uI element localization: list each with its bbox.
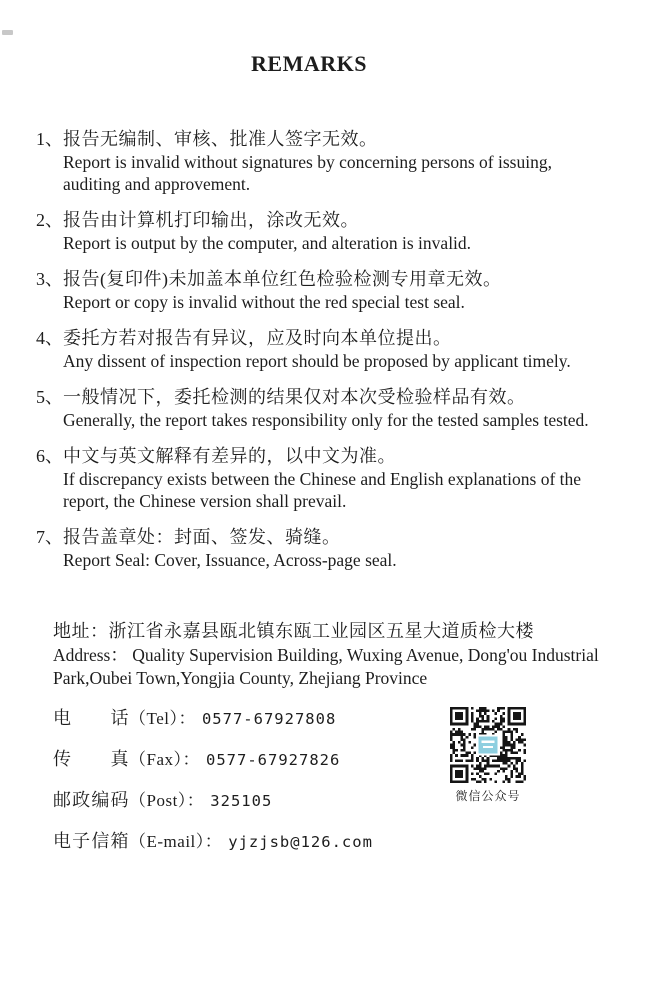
remark-text-en-line: auditing and approvement. bbox=[63, 174, 251, 194]
contact-label-cn: 传真 bbox=[53, 749, 129, 769]
remark-text-zh: 中文与英文解释有差异的，以中文为准。 bbox=[63, 446, 396, 466]
address-line-zh: 地址：浙江省永嘉县瓯北镇东瓯工业园区五星大道质检大楼 bbox=[53, 621, 534, 641]
contact-row-tel bbox=[53, 706, 630, 731]
remark-text-zh: 报告由计算机打印输出，涂改无效。 bbox=[63, 210, 359, 230]
address-line-en: Address： Quality Supervision Building, Wuxing Avenue, Dong'ou Industrial bbox=[53, 645, 599, 665]
remark-item bbox=[36, 326, 630, 372]
remark-text-en-line: Generally, the report takes responsibility only for the tested samples tested. bbox=[63, 410, 589, 430]
remark-item bbox=[36, 525, 630, 571]
remark-text-zh: 报告无编制、审核、批准人签字无效。 bbox=[63, 129, 378, 149]
contact-row-fax bbox=[53, 747, 630, 772]
address-line-en: Park,Oubei Town,Yongjia County, Zhejiang Province bbox=[53, 668, 428, 688]
wechat-qr-icon bbox=[450, 707, 526, 783]
remark-text-en-line: report, the Chinese version shall prevail. bbox=[63, 491, 347, 511]
remark-item bbox=[36, 267, 630, 313]
contact-label-latin: （Fax）： bbox=[129, 750, 200, 769]
remark-text-zh: 委托方若对报告有异议，应及时向本单位提出。 bbox=[63, 328, 452, 348]
contact-label-cn: 邮政编码 bbox=[53, 790, 129, 810]
contact-label-latin: （E-mail）： bbox=[129, 832, 223, 851]
remark-number: 5、 bbox=[36, 387, 63, 407]
remark-text-en-line: Report is output by the computer, and alteration is invalid. bbox=[63, 233, 472, 253]
contact-label-latin: （Tel）： bbox=[129, 709, 196, 728]
remark-item bbox=[36, 208, 630, 254]
remark-number: 1、 bbox=[36, 129, 63, 149]
remark-text-zh: 报告(复印件)未加盖本单位红色检验检测专用章无效。 bbox=[63, 269, 502, 289]
contact-value-post: 325105 bbox=[210, 792, 273, 810]
remark-text-zh: 一般情况下，委托检测的结果仅对本次受检验样品有效。 bbox=[63, 387, 526, 407]
contact-value-fax: 0577-67927826 bbox=[206, 751, 341, 769]
address-block bbox=[53, 619, 630, 690]
remark-text-en-line: Report is invalid without signatures by concerning persons of issuing, bbox=[63, 152, 552, 172]
remark-number: 4、 bbox=[36, 328, 63, 348]
contact-list bbox=[53, 706, 630, 854]
contact-value-email: yjzjsb@126.com bbox=[228, 833, 373, 851]
contact-row-email bbox=[53, 829, 630, 854]
remark-item bbox=[36, 444, 630, 512]
wechat-qr-box bbox=[450, 707, 526, 804]
contact-label-cn: 电话 bbox=[53, 708, 129, 728]
remark-item bbox=[36, 385, 630, 431]
remark-number: 6、 bbox=[36, 446, 63, 466]
contact-label-cn: 电子信箱 bbox=[53, 831, 129, 851]
remarks-list bbox=[36, 127, 630, 571]
remark-text-en-line: If discrepancy exists between the Chinese and English explanations of the bbox=[63, 469, 582, 489]
remark-text-en-line: Report or copy is invalid without the red special test seal. bbox=[63, 292, 465, 312]
remark-number: 2、 bbox=[36, 210, 63, 230]
page-title: REMARKS bbox=[251, 51, 367, 76]
remark-number: 7、 bbox=[36, 527, 63, 547]
contact-row-post bbox=[53, 788, 630, 813]
contact-label-latin: （Post）： bbox=[129, 791, 205, 810]
remark-number: 3、 bbox=[36, 269, 63, 289]
remark-item bbox=[36, 127, 630, 195]
remark-text-en-line: Report Seal: Cover, Issuance, Across-page seal. bbox=[63, 550, 397, 570]
wechat-qr-caption: 微信公众号 bbox=[455, 789, 521, 803]
contact-value-tel: 0577-67927808 bbox=[201, 710, 337, 728]
remark-text-zh: 报告盖章处：封面、签发、骑缝。 bbox=[63, 527, 341, 547]
remark-text-en-line: Any dissent of inspection report should be proposed by applicant timely. bbox=[63, 351, 571, 371]
